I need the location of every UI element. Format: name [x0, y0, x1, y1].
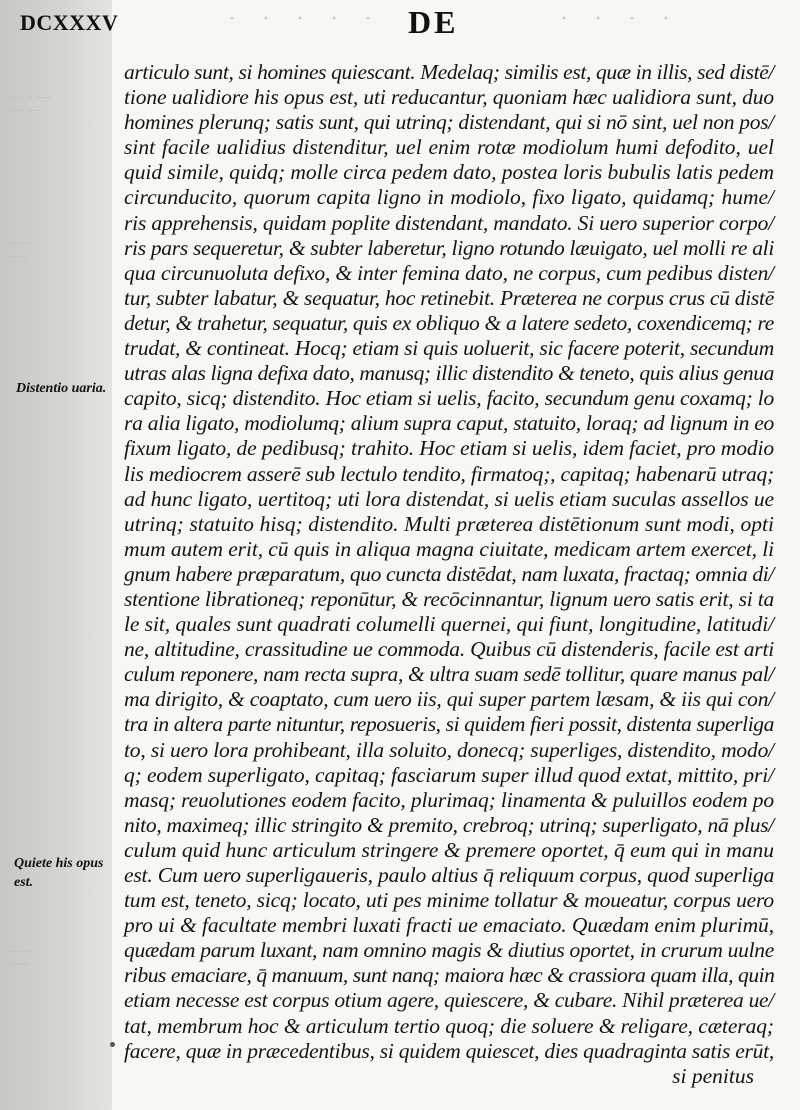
text-line: gnum habere præparatum, quo cuncta distēdat, nam luxata, fractaq; omnia di/	[124, 561, 774, 586]
text-line: sint facile ualidius distenditur, uel enim rotæ modiolum humi defodito, uel	[124, 135, 774, 160]
text-line: ribus emaciare, q̄ manuum, sunt nanq; maiora hæc & crassiora quam illa, quin	[124, 963, 775, 988]
margin-note: est.	[14, 875, 34, 890]
bleed-through-text: ······ ·· ······ ······ ·····	[8, 92, 52, 117]
text-line: utrinq; statuito hisq; distendito. Multi præterea distētionum sunt modi, opti	[124, 511, 774, 536]
text-line: quid simile, quidq; molle circa pedem dato, postea loris bubulis latis pedem	[124, 160, 774, 185]
text-line: lis mediocrem asserē sub lectulo tendito, firmatoq;, capitaq; habenarū utraq;	[124, 461, 774, 486]
text-line: ris apprehensis, quidam poplite distendant, mandato. Si uero superior corpo/	[124, 210, 774, 235]
bleed-through-heading: · · · · ·	[228, 6, 382, 32]
text-line: utras alas ligna defixa dato, manusq; illic distendito & teneto, quis alius genua	[124, 361, 774, 386]
text-line: ra alia ligato, modiolumq; alium supra caput, statuito, loraq; ad lignum in eo	[124, 411, 774, 436]
folio-number: DCXXXV	[20, 10, 119, 35]
text-line: si penitus	[672, 1063, 754, 1088]
text-line: ris pars sequeretur, & subter laberetur, ligno rotundo læuigato, uel molli re ali	[124, 235, 774, 260]
text-line: tum est, teneto, sicq; locato, uti pes minime tollatur & moueatur, corpus uero	[124, 888, 774, 913]
text-line: tione ualidiore his opus est, uti reducantur, quoniam hæc ualidiora sunt, duo	[124, 85, 774, 110]
text-line: articulo sunt, si homines quiescant. Medelaq; similis est, quæ in illis, sed distē/	[124, 60, 774, 84]
text-line: homines plerunq; satis sunt, qui utrinq; distendant, qui si nō sint, uel non pos/	[124, 110, 775, 135]
page-gutter	[0, 0, 112, 1110]
text-line: tra in altera parte nituntur, reposueris, si quidem fieri possit, distenta superliga	[124, 712, 774, 737]
text-line: stentione librationeq; reponūtur, & recōcinnantur, lignum uero satis erit, si ta	[124, 586, 774, 611]
text-line: capito, sicq; distendito. Hoc etiam si uelis, facito, secundum genu coxamq; lo	[124, 386, 774, 411]
text-line: ad hunc ligato, uertitoq; uti lora distendat, si uelis etiam suculas assellos ue	[124, 486, 774, 511]
bleed-through-heading: · · · ·	[560, 6, 680, 32]
margin-note: Quiete his opus	[14, 856, 104, 871]
text-line: le sit, quales sunt quadrati columelli quernei, qui fiunt, longitudine, latitudi/	[124, 612, 775, 637]
text-line: detur, & trahetur, sequatur, quis ex obliquo & a latere sedeto, coxendicemq; re	[124, 310, 774, 335]
margin-note: Distentio uaria.	[16, 381, 107, 396]
text-line: ne, altitudine, crassitudine ue commoda. Quibus cū distenderis, facile est arti	[124, 637, 774, 662]
body-text	[124, 60, 774, 1089]
ink-dot	[110, 1042, 115, 1047]
text-line: trudat, & contineat. Hocq; etiam si quis uoluerit, sic facere poterit, secundum	[124, 336, 774, 361]
bleed-through-text: ········· ·······	[8, 238, 33, 263]
text-line: masq; reuolutiones eodem facito, plurimaq; linamenta & puluillos eodem po	[124, 787, 775, 812]
text-line: to, si uero lora prohibeant, illa soluito, donecq; superliges, distendito, modo/	[124, 737, 774, 762]
text-line: circunducito, quorum capita ligno in modiolo, fixo ligato, quidamq; hume/	[124, 185, 774, 210]
text-line: mum autem erit, cū quis in aliqua magna ciuitate, medicam artem exercet, li	[124, 536, 774, 561]
text-line: pro ui & facultate membri luxati fracti ue emaciato. Quædam enim plurimū,	[124, 913, 774, 938]
text-line: ma dirigito, & coaptato, cum uero iis, qui super partem læsam, & iis qui con/	[124, 687, 774, 712]
text-line: nito, maximeq; illic stringito & premito, crebroq; utrinq; superligato, nā plus/	[124, 812, 774, 837]
bleed-through-text: ······· · ········	[8, 946, 33, 971]
text-line: tat, membrum hoc & articulum tertio quoq; die soluere & religare, cæteraq;	[124, 1013, 774, 1038]
text-line: quædam parum luxant, nam omnino magis & diutius oportet, in crurum uulne	[124, 938, 774, 963]
text-line: culum reponere, nam recta supra, & ultra suam sedē tollitur, quare manus pal/	[124, 662, 774, 687]
running-head: DE	[408, 4, 459, 40]
text-line: fixum ligato, de pedibusq; trahito. Hoc etiam si uelis, idem faciet, pro modio	[124, 436, 774, 461]
text-line: etiam necesse est corpus otium agere, quiescere, & cubare. Nihil præterea ue/	[124, 988, 774, 1013]
text-line: tur, subter labatur, & sequatur, hoc retinebit. Præterea ne corpus crus cū distē	[124, 285, 774, 310]
text-line: q; eodem superligato, capitaq; fasciarum super illud quod extat, mittito, pri/	[124, 762, 774, 787]
text-line: est. Cum uero superligaueris, paulo altius q̄ reliquum corpus, quod superliga	[124, 863, 775, 887]
text-line: qua circunuoluta defixo, & inter femina dato, ne corpus, cum pedibus disten/	[124, 260, 774, 285]
text-line: facere, quæ in præcedentibus, si quidem quiescet, dies quadraginta satis erūt,	[124, 1038, 774, 1063]
text-line: culum quid hunc articulum stringere & premere oportet, q̄ eum qui in manu	[124, 837, 774, 862]
